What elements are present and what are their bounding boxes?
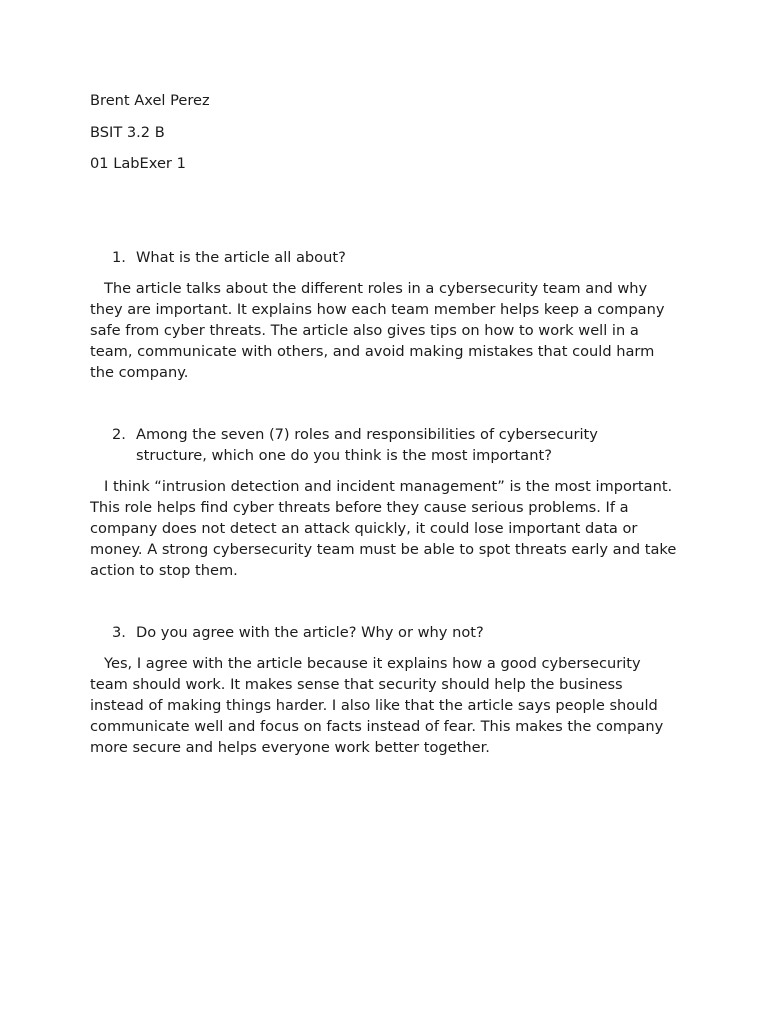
question-1 xyxy=(112,247,652,268)
author-name: Brent Axel Perez xyxy=(90,92,210,109)
answer-1: The article talks about the different roles in a cybersecurity team and why they are important. It explains how each team member helps keep a company safe from cyber threats. The article also gives tips on how to work well in a team, communicate with others, and avoid making mistakes that could harm the company. xyxy=(90,280,665,381)
question-1-number: 1. xyxy=(112,249,126,266)
question-1-text: What is the article all about? xyxy=(136,249,346,266)
question-3-text: Do you agree with the article? Why or why not? xyxy=(136,624,484,641)
question-3 xyxy=(112,622,652,643)
question-2-number: 2. xyxy=(112,426,126,443)
course-section: BSIT 3.2 B xyxy=(90,124,165,141)
activity-title: 01 LabExer 1 xyxy=(90,155,186,172)
question-2 xyxy=(112,424,652,466)
question-3-number: 3. xyxy=(112,624,126,641)
question-2-text: Among the seven (7) roles and responsibilities of cybersecurity structure, which one do you think is the most important? xyxy=(136,426,598,464)
answer-3: Yes, I agree with the article because it explains how a good cybersecurity team should work. It makes sense that security should help the business instead of making things harder. I also like that the article says people should communicate well and focus on facts instead of fear. This makes the company more secure and helps everyone work better together. xyxy=(90,655,664,756)
answer-2: I think “intrusion detection and incident management” is the most important. This role helps find cyber threats before they cause serious problems. If a company does not detect an attack quickly, it could lose important data or money. A strong cybersecurity team must be able to spot threats early and take action to stop them. xyxy=(90,478,677,579)
